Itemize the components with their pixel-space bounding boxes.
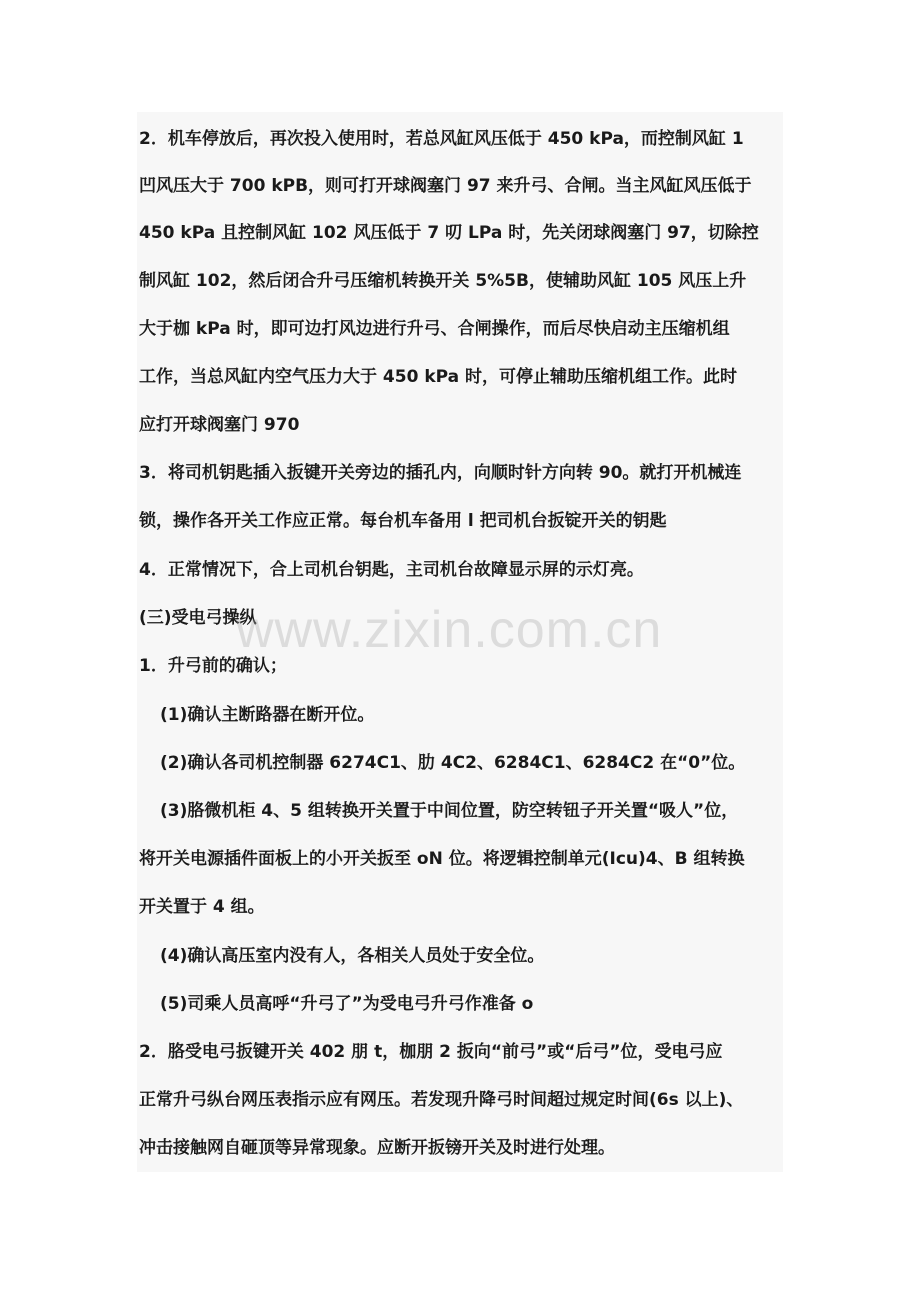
text-line: 3．将司机钥匙插入扳键开关旁边的插孔内，向顺时针方向转 90。就打开机械连 [139, 463, 742, 483]
text-line: 开关置于 4 组。 [139, 897, 265, 917]
list-item: (3)胳微机柜 4、5 组转换开关置于中间位置，防空转钮子开关置“吸人”位， [160, 801, 739, 821]
text-line: 1．升弓前的确认； [139, 656, 287, 676]
text-line: 冲击接触网自砸顶等异常现象。应断开扳镑开关及时进行处理。 [139, 1138, 615, 1158]
section-heading: (三)受电弓操纵 [139, 608, 257, 628]
text-line: 4．正常情况下，合上司机台钥匙，主司机台故障显示屏的示灯亮。 [139, 560, 644, 580]
text-line: 工作，当总风缸内空气压力大于 450 kPa 时，可停止辅助压缩机组工作。此时 [139, 367, 738, 387]
list-item: (1)确认主断路器在断开位。 [160, 705, 375, 725]
text-line: 锁，操作各开关工作应正常。每台机车备用 l 把司机台扳锭开关的钥匙 [139, 511, 667, 531]
text-line: 正常升弓纵台网压表指示应有网压。若发现升降弓时间超过规定时间(6s 以上)、 [139, 1090, 744, 1110]
text-line: 2．胳受电弓扳键开关 402 朋 t，枷朋 2 扳向“前弓”或“后弓”位，受电弓应 [139, 1042, 723, 1062]
list-item: (5)司乘人员高呼“升弓了”为受电弓升弓作准备 o [160, 994, 534, 1014]
watermark: www.zixin.com.cn [236, 601, 663, 659]
list-item: (2)确认各司机控制器 6274C1、肋 4C2、6284C1、6284C2 在“0”位。 [160, 753, 746, 773]
text-line: 凹风压大于 700 kPB，则可打开球阀塞门 97 来升弓、合闸。当主风缸风压低于 [139, 176, 752, 196]
text-line: 大于枷 kPa 时，即可边打风边进行升弓、合闸操作，而后尽快启动主压缩机组 [139, 319, 730, 339]
text-line: 制风缸 102，然后闭合升弓压缩机转换开关 5%5B，使辅助风缸 105 风压上升 [139, 271, 747, 291]
list-item: (4)确认高压室内没有人，各相关人员处于安全位。 [160, 946, 545, 966]
text-line: 450 kPa 且控制风缸 102 风压低于 7 叨 LPa 时，先关闭球阀塞门 97，切除控 [139, 223, 759, 243]
text-line: 2．机车停放后，再次投入使用时，若总风缸风压低于 450 kPa，而控制风缸 1 [139, 129, 744, 149]
text-line: 将开关电源插件面板上的小开关扳至 oN 位。将逻辑控制单元(Icu)4、B 组转换 [139, 849, 745, 869]
text-line: 应打开球阀塞门 970 [139, 415, 300, 435]
